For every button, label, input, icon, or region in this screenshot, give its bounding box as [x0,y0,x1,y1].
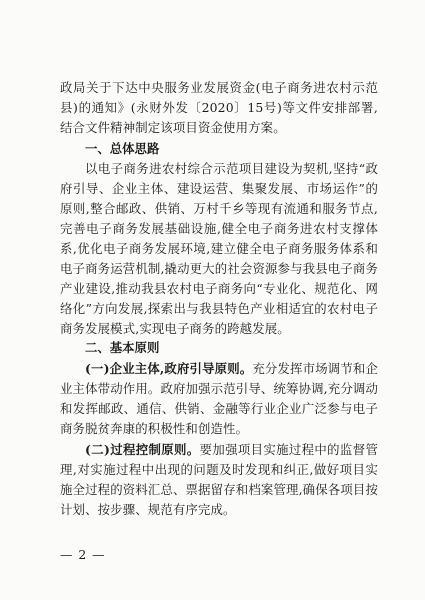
overall-approach-paragraph: 以电子商务进农村综合示范项目建设为契机,坚持“政府引导、企业主体、建设运营、集聚发展、市场运作”的原则,整合邮政、供销、万村千乡等现有流通和服务节点,完善电子商务发展基础设施,健全电子商务进农村支撑体系,优化电子商务发展环境,建立健全电子商务服务体系和电子商务运营机制,撬动更大的社会资源参与我县电子商务产业建设,推动我县农村电子商务向“专业化、规范化、网络化”方向发展,探索出与我县特色产业相适宜的农村电子商务发展模式,实现电子商务的跨越发展。 [60,161,378,336]
intro-paragraph: 政局关于下达中央服务业发展资金(电子商务进农村示范县)的通知》(永财外发〔2020〕15号)等文件安排部署,结合文件精神制定该项目资金使用方案。 [60,80,378,135]
page-number: — 2 — [60,547,106,562]
principle-process-control-body: 要加强项目实施过程中的监督管理,对实施过程中出现的问题及时发现和纠正,做好项目实施全过程的资料汇总、票据留存和档案管理,确保各项目按计划、按步骤、规范有序完成。 [60,442,378,517]
section-heading-overall-approach: 一、总体思路 [85,141,160,156]
section-heading-basic-principles: 二、基本原则 [85,340,160,355]
principle-process-control-lead: (二)过程控制原则。 [85,442,200,457]
principle-process-control-paragraph [60,440,378,520]
principle-enterprise-paragraph [60,359,378,439]
principle-enterprise-body: 充分发挥市场调节和企业主体带动作用。政府加强示范引导、统筹协调,充分调动和发挥邮政、通信、供销、金融等行业企业广泛参与电子商务脱贫奔康的积极性和创造性。 [60,361,378,436]
principle-enterprise-lead: (一)企业主体,政府引导原则。 [85,361,253,376]
